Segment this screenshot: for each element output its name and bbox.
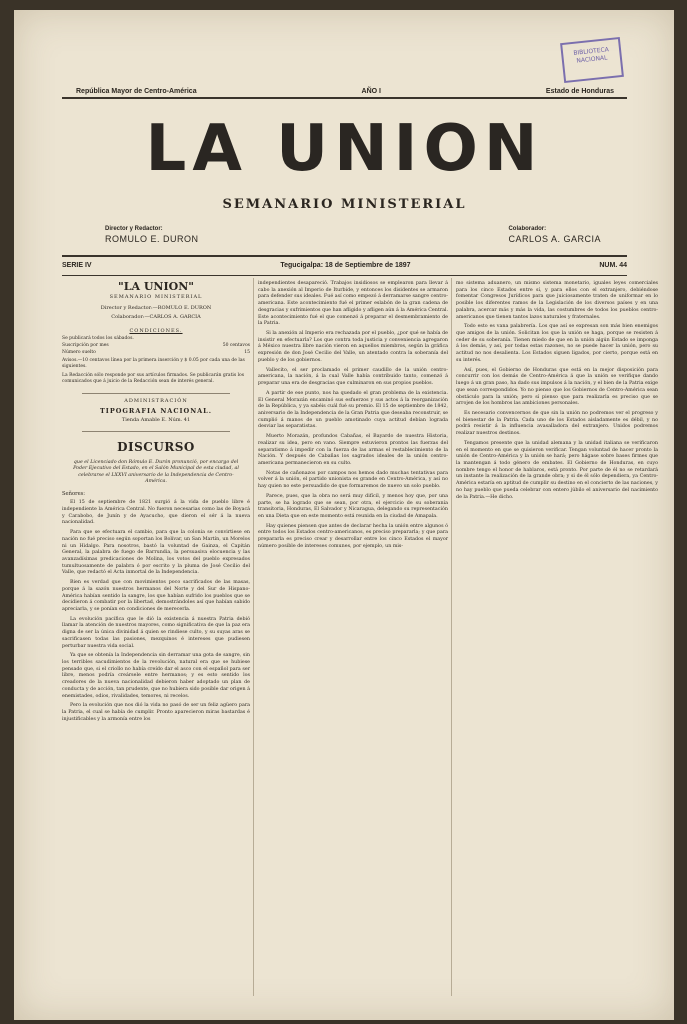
issue-number: NUM. 44 <box>599 261 627 269</box>
condition-row <box>62 343 250 348</box>
paragraph: Así, pues, el Gobierno de Honduras que está en la mejor disposición para concurrir con los demás de Centro-América á que la unión se verifique dando luego á un gran paso, ha dado sus impulsos á la nación, y el bien de la Patria exige que sean correspondidos. Yo no pienso que los Gobiernos de Centro-América sean obstáculo para la unión; pero sí pienso que para realizarla es preciso que se arrojen de los hombros las ambiciones personales. <box>456 367 658 407</box>
condition-value: 50 centavos <box>222 343 250 348</box>
paragraph: Parece, pues, que la obra no será muy difícil, y menos hoy que, por una parte, se ha logrado que se sean, por otra, el ejercicio de su soberanía transitoria, Honduras, El Salvador y Nicaragua, delegando su representación en una Dieta que en este momento está reunida en la ciudad de Amapala. <box>258 493 448 519</box>
column-divider-2 <box>451 278 452 996</box>
printer-address: Tienda Amable E. Núm. 41 <box>121 417 191 423</box>
issue-date: Tegucigalpa: 18 de Septiembre de 1897 <box>280 261 411 269</box>
discurso-salutation: Señores: <box>62 491 86 498</box>
infobar-bottom-rule <box>62 275 627 276</box>
paragraph: independientes desapareció. Trabajos insidiosos se emplearon para llevar á cabo la anexión al Imperio de Iturbide, y entonces los disidentes se armaron para defender sus ideales. Fué así como empezó á derramarse sangre centro-americana. Este acontecimiento fué el primer eslabón de la gran cadena de desgracias y sufrimientos que han afligido y afligen aún á la América Central. Este acontecimiento fué el que comenzó á preparar el desmembramiento de la Patria. <box>258 281 448 327</box>
conditions-heading: CONDICIONES. <box>129 328 183 334</box>
administration-heading: ADMINISTRACIÓN <box>124 398 188 404</box>
paragraph: Si la anexión al Imperio era rechazada por el pueblo, ¿por qué se había de insistir en efectuarla? Los que contra toda justicia y conveniencia agregaron á México nuestra libre nación vieron en aquellos miembros, según la gráfica expresión de don José Cecilio del Valle, un atentado contra la soberanía del pueblo y de los gobiernos. <box>258 331 448 363</box>
paragraph: mo sistema aduanero, un mismo sistema monetario, iguales leyes comerciales para los cinco Estados entre sí, y para ellos con el extranjero, debiéndose fomentar Congresos Jurídicos para que juiciosamente traten de uniformar en lo posible los diferentes ramos de la Legislación de los diversos países y en una palabra, acercar más y más la vida, las costumbres de todos los pueblos centro-americanos que tienen tantos lazos naturales y fraternales. <box>456 281 658 320</box>
box-separator <box>82 393 230 394</box>
paragraph: Es necesario convencernos de que sin la unión no podremos ver el progreso y el bienestar de la Patria. Cada uno de los Estados aisladamente es débil, y no podrá resistir á la influencia avasalladora del extranjero. Unidos podremos realizar nuestros destinos. <box>456 410 658 437</box>
library-stamp: BIBLIOTECA NACIONAL <box>560 37 624 83</box>
collaborator-name: CARLOS A. GARCIA <box>508 234 601 244</box>
condition-row <box>62 350 250 355</box>
advertising-notice: Avisos.—10 centavos línea por la primera inserción y $ 0.05 por cada una de las siguientes. <box>62 358 245 369</box>
paragraph: El 15 de septiembre de 1821 surgió á la vida de pueblo libre é independiente la América Central. No fueron necesarias como las de Boyacá y Carabobo, de Junín y de Ayacucho, que dieron el sér á la nueva nacionalidad. <box>62 500 250 526</box>
collaborator-block <box>508 226 601 244</box>
condition-row <box>62 336 250 341</box>
box-director: Director y Redactor:—ROMULO E. DURON <box>100 305 212 311</box>
paragraph: Bien es verdad que con movimientos poco sacrificados de las masas, porque á la sazón nuestros hermanos del Norte y del Sur de Hispano-América habían sentido la sangre, los que habían sufrido los pueblos que se decidieron á combatir por la libertad, demostrándoles así que habían sabido apreciarla, y se ponían en condiciones de merecerla. <box>62 580 250 612</box>
paragraph: A partir de ese punto, nos ha quedado el gran problema de la existencia. El General Morazán encaminó sus esfuerzos y sus actos á la reorganización de la República, y ya sabéis cuál fué su premio. El 15 de septiembre de 1842, aniversario de la Independencia de la Gran Patria que deseaba reconstruir, se cumplió á manos de un pueblo amotinado cuya actitud debían lograda desviar las separatistas. <box>258 390 448 430</box>
box-separator <box>82 431 230 432</box>
paragraph: Notas de cañonazos por campos nos hemos dado muchas tentativas para volver á la unión, el partido unionista es grande en Centro-América, y así no hay quien no este persuadido de que formaremos de nuevo un solo pueblo. <box>258 470 448 490</box>
paragraph: Pero la evolución que nos dió la vida no pasó de ser un feliz agüero para la Patria, el cual se había de cumplir. Pronto aparecieron miras bastardas é injustificables y la armonía entre los <box>62 703 250 722</box>
paragraph: Ya que se obtenía la Independencia sin derramar una gota de sangre, sin los terribles sacudimientos de la revolución, natural era que se hubiese pensado que, si el criollo no había creído dar el asco con el español para ser libre, menos podría creársele entre hermanos; y es esto sentido los creadores de la nueva nacionalidad debieron haber adoptado un plan de conducta y de acción, tan prudente, que no hubiera sido posible dar origen á enemistades, odios, rivalidades, temores, ni recelos. <box>62 653 250 699</box>
top-header-line <box>76 88 614 95</box>
box-title: "LA UNION" <box>118 280 194 293</box>
paragraph: Para que se efectuara el cambio, para que la colonia se convirtiese en nación no fué preciso según soportan los Bolívar, un San Martín, un Morelos ni un Hidalgo. Para nosotros, bastó la voluntad de Gainza, el Capitán General, la palabra de fuego de Barrundia, la persuasiva elocuencia y las avanzadísimas predicaciones de Molina, los votos del pueblo expresados tumultuosamente de palabra ó por escrito y la pluma de José Cecilio del Valle, que redactó el Acta inmortal de la Independencia. <box>62 530 250 576</box>
header-state: Estado de Honduras <box>545 88 614 95</box>
header-rule <box>62 97 627 99</box>
collaborator-role: Colaborador: <box>508 226 547 232</box>
paragraph: Muerto Morazán, profundos Cabañas, el Bayardo de nuestra Historia, realizar su idea, pero en vano. Siempre estuvieron prontos las fuerzas del separatismo á impedir con la fuerza de las armas el restablecimiento de la Nación. Y después de Cabañas los sagrados ideales de la unión centro-americana permanecieron en su culto. <box>258 434 448 466</box>
printer-name: TIPOGRAFIA NACIONAL. <box>99 407 213 415</box>
box-collaborator: Colaborador:—CARLOS A. GARCIA <box>111 314 201 320</box>
editor-role: Director y Redactor: <box>105 226 163 232</box>
column-3 <box>456 278 658 501</box>
column-2 <box>258 278 448 551</box>
discurso-intro: que el Licenciado don Rómulo E. Durón pronunció, por encargo del Poder Ejecutivo del Estado, en el Salón Municipal de esta ciudad, al celebrarse el LXXVI aniversario de la Independencia de Centro-América. <box>73 460 239 484</box>
editor-name: ROMULO E. DURON <box>105 234 199 244</box>
discurso-title: DISCURSO <box>117 440 195 454</box>
infobar-top-rule <box>62 255 627 257</box>
paragraph: Tengamos presente que la unidad alemana y la unidad italiana se verificaron en el momento en que se quisieron verificar. Tengan voluntad de hacer pronto la unión de Centro-América y la unión se hará; pero hágase sobre bases firmes que la mantengan á todo género de embates. El Gobierno de Honduras, en cuyo nombre tengo el honor de hablaros, está pronto. Por parte de él no se retardará un instante la realización de la grande obra; y si de él sólo dependiera, ya Centro-América estaría en aptitud de cumplir su destino en el concierto de las naciones, y no hay pueblo que pueda celebrar con entero júbilo el aniversario del nacimiento de la Patria.—He dicho. <box>456 440 658 500</box>
column-divider-1 <box>253 278 254 996</box>
masthead-subtitle: SEMANARIO MINISTERIAL <box>222 197 467 212</box>
column-1 <box>62 278 250 723</box>
paragraph: Hay quienes piensen que antes de declarar hecha la unión entre algunos ó entre todos los Estados centro-americanos, es preciso prepararla; y que para prepararla es preciso crear y desarrollar entre los cinco Estados el mayor número posible de intereses comunes, por ejemplo, un mis- <box>258 523 448 549</box>
header-republic: República Mayor de Centro-América <box>76 88 197 95</box>
condition-value: 15 <box>244 350 250 355</box>
issue-infobar <box>62 258 627 272</box>
condition-label: Suscripción por mes <box>62 343 109 348</box>
paragraph: La evolución pacífica que le dió la existencia á nuestra Patria debió llamar la atención de nuestros mayores, como significativa de que la paz era digna de ser la única divinidad á quien se rindiese culto, y su suyas aras se sacrificasen todas las pasiones, mezquinos é intereses que pudiesen perturbar nuestra vida social. <box>62 616 250 649</box>
editorial-notice: La Redacción sólo responde por sus artículos firmados. Se publicarán gratis los comunicados que á juicio de la Redacción sean de interés general. <box>62 373 245 384</box>
condition-label: Número suelto <box>62 350 96 355</box>
header-year: AÑO I <box>361 88 381 95</box>
editor-block <box>105 226 199 244</box>
paragraph: Vallecito, el ser proclamado el primer caudillo de la unión centro-americana, la nación, á la cual Valle había contribuido tanto, comenzó á preparar una era de desgracias que culminaron en sus propios pueblos. <box>258 367 448 387</box>
paragraph: Todo esto es vana palabrería. Los que así se expresan son más bien enemigos que amigos de la unión. Solicitan los que la unión se haga, porque se resisten á ceder de su soberanía. Tienen miedo de que en la unión algún Estado se imponga á los demás, y así, por todas estas razones, no se puede hacer la unión, pero su actitud no nos desalienta. Los Estados siguen ligados, por cierto, porque está en su interés. <box>456 324 658 363</box>
condition-label: Se publicará todos los sábados. <box>62 336 134 341</box>
issue-series: SERIE IV <box>62 261 92 269</box>
masthead-title: LA UNION <box>145 112 544 186</box>
box-subtitle: SEMANARIO MINISTERIAL <box>109 294 203 300</box>
